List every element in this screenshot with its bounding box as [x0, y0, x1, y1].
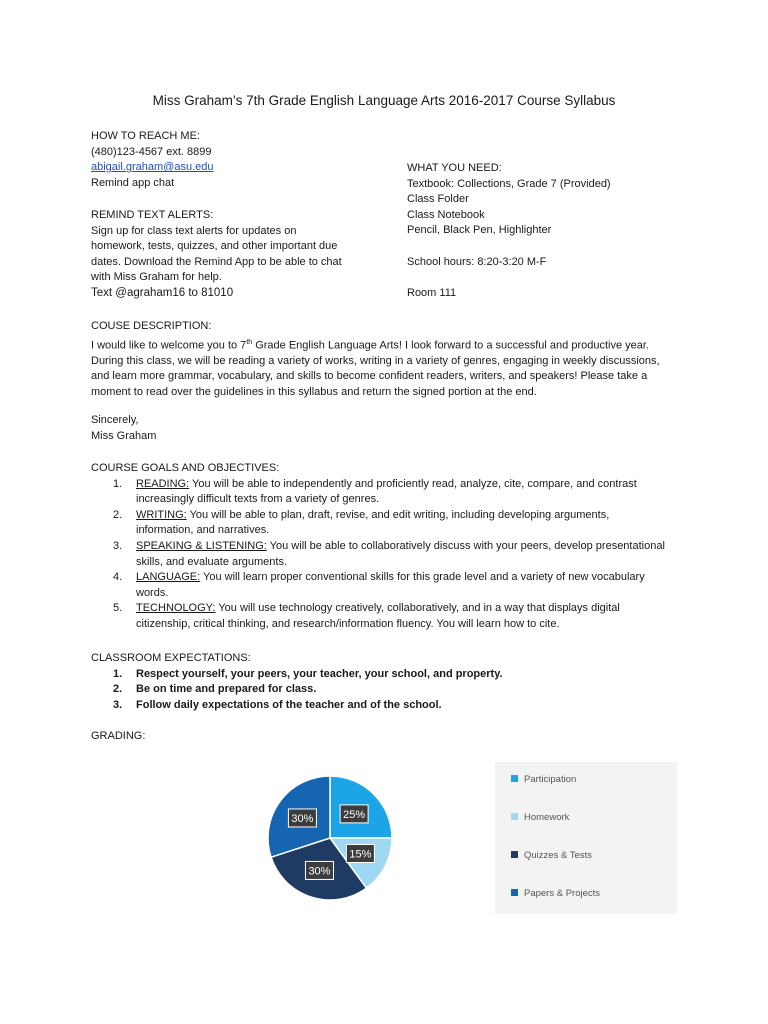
goal-label: TECHNOLOGY:: [136, 602, 216, 615]
closing-name: Miss Graham: [91, 429, 157, 442]
email-link[interactable]: abigail.graham@asu.edu: [91, 161, 214, 174]
supplies-heading: WHAT YOU NEED:: [407, 162, 502, 174]
remind-text-code: Text @agraham16 to 81010: [91, 286, 234, 299]
ordinal-suffix: th: [246, 338, 253, 346]
room-number: Room 111: [407, 286, 457, 299]
goal-text: You will be able to collaboratively discuss with your peers, develop presentational: [266, 539, 665, 552]
chart-legend: [495, 762, 677, 914]
expectation-number: 1.: [113, 667, 123, 680]
pie-data-label: [288, 809, 316, 827]
legend-swatch: [511, 813, 518, 820]
expectation-text: Be on time and prepared for class.: [136, 683, 317, 696]
expectation-item: [91, 698, 691, 714]
contact-section: [91, 129, 391, 191]
goal-number: 5.: [113, 602, 123, 615]
legend-item: [511, 888, 600, 899]
expectations-section: [91, 651, 691, 713]
legend-label: Papers & Projects: [524, 888, 601, 899]
grading-pie-chart: [262, 770, 402, 910]
remind-line: with Miss Graham for help.: [91, 271, 222, 284]
goal-number: 2.: [113, 508, 123, 521]
legend-label: Participation: [524, 774, 577, 785]
goal-text: increasingly difficult texts from a variety of genres.: [136, 493, 380, 506]
pie-data-label: [346, 844, 374, 862]
contact-heading: HOW TO REACH ME:: [91, 130, 200, 142]
goal-text: skills, and evaluate arguments.: [136, 555, 288, 568]
goal-label: WRITING:: [136, 508, 187, 521]
grading-heading: GRADING:: [91, 730, 146, 742]
legend-swatch: [511, 889, 518, 896]
expectation-number: 3.: [113, 698, 123, 711]
school-hours: School hours: 8:20-3:20 M-F: [407, 255, 547, 268]
data-label-text: 25%: [343, 808, 366, 821]
legend-label: Homework: [524, 812, 570, 823]
description-line: During this class, we will be reading a variety of works, writing in a variety of genres, engaging in weekly discussions,: [91, 354, 660, 367]
goal-item: [91, 508, 691, 539]
legend-item: [511, 850, 592, 861]
goals-heading: COURSE GOALS AND OBJECTIVES:: [91, 462, 280, 474]
expectations-heading: CLASSROOM EXPECTATIONS:: [91, 652, 251, 664]
description-heading: COUSE DESCRIPTION:: [91, 320, 212, 332]
page-title: Miss Graham’s 7th Grade English Language Arts 2016-2017 Course Syllabus: [152, 93, 616, 108]
expectation-item: [91, 682, 691, 698]
goals-section: [91, 461, 691, 633]
goal-label: LANGUAGE:: [136, 571, 201, 584]
course-description: [91, 319, 691, 401]
description-line: and learn more grammar, vocabulary, and skills to become confident readers, writers, and speakers! Please take a: [91, 370, 648, 383]
remind-heading: REMIND TEXT ALERTS:: [91, 209, 214, 221]
supply-item: Class Folder: [407, 193, 469, 206]
supply-item: Class Notebook: [407, 208, 485, 221]
supply-item: Pencil, Black Pen, Highlighter: [407, 224, 552, 237]
goal-text: You will use technology creatively, collaboratively, and in a way that displays digital: [215, 602, 620, 615]
expectation-text: Follow daily expectations of the teacher and of the school.: [136, 698, 442, 711]
goal-item: [91, 570, 691, 601]
goal-number: 4.: [113, 571, 123, 584]
supplies-section: [407, 161, 707, 301]
closing-sincerely: Sincerely,: [91, 414, 139, 426]
data-label-text: 15%: [349, 848, 372, 861]
remind-app-text: Remind app chat: [91, 176, 175, 189]
goal-number: 1.: [113, 477, 123, 490]
legend-swatch: [511, 851, 518, 858]
goal-text: You will learn proper conventional skills for this grade level and a variety of new vocabulary: [200, 571, 645, 584]
description-line: moment to read over the guidelines in this syllabus and return the signed portion at the end.: [91, 386, 537, 399]
description-text: Grade English Language Arts! I look forward to a successful and productive year.: [252, 339, 649, 352]
expectation-text: Respect yourself, your peers, your teacher, your school, and property.: [136, 667, 503, 680]
remind-line: homework, tests, quizzes, and other important due: [91, 240, 338, 253]
goal-label: SPEAKING & LISTENING:: [136, 539, 267, 552]
goal-text: You will be able to independently and proficiently read, analyze, cite, compare, and contrast: [189, 477, 637, 490]
phone-number: (480)123-4567 ext. 8899: [91, 145, 212, 158]
remind-section: [91, 208, 391, 302]
legend-item: [511, 812, 569, 823]
pie-data-label: [305, 861, 333, 879]
goal-number: 3.: [113, 539, 123, 552]
expectation-item: [91, 667, 691, 683]
goal-text: words.: [136, 586, 169, 599]
goal-text: citizenship, critical thinking, and research/information fluency. You will learn how to cite.: [136, 617, 560, 630]
legend-swatch: [511, 775, 518, 782]
pie-data-label: [340, 805, 368, 823]
goal-text: information, and narratives.: [136, 524, 270, 537]
goal-item: [91, 477, 691, 508]
legend-item: [511, 774, 576, 785]
description-line: [91, 335, 691, 354]
data-label-text: 30%: [308, 865, 331, 878]
goal-text: You will be able to plan, draft, revise, and edit writing, including developing arguments,: [186, 508, 610, 521]
legend-label: Quizzes & Tests: [524, 850, 592, 861]
goal-item: [91, 539, 691, 570]
description-text: I would like to welcome you to 7: [91, 339, 247, 352]
goal-label: READING:: [136, 477, 190, 490]
remind-line: dates. Download the Remind App to be able to chat: [91, 255, 342, 268]
closing: [91, 413, 391, 444]
expectation-number: 2.: [113, 683, 123, 696]
data-label-text: 30%: [291, 812, 314, 825]
goal-item: [91, 601, 691, 632]
remind-line: Sign up for class text alerts for updates on: [91, 224, 297, 237]
supply-item: Textbook: Collections, Grade 7 (Provided): [407, 177, 611, 190]
